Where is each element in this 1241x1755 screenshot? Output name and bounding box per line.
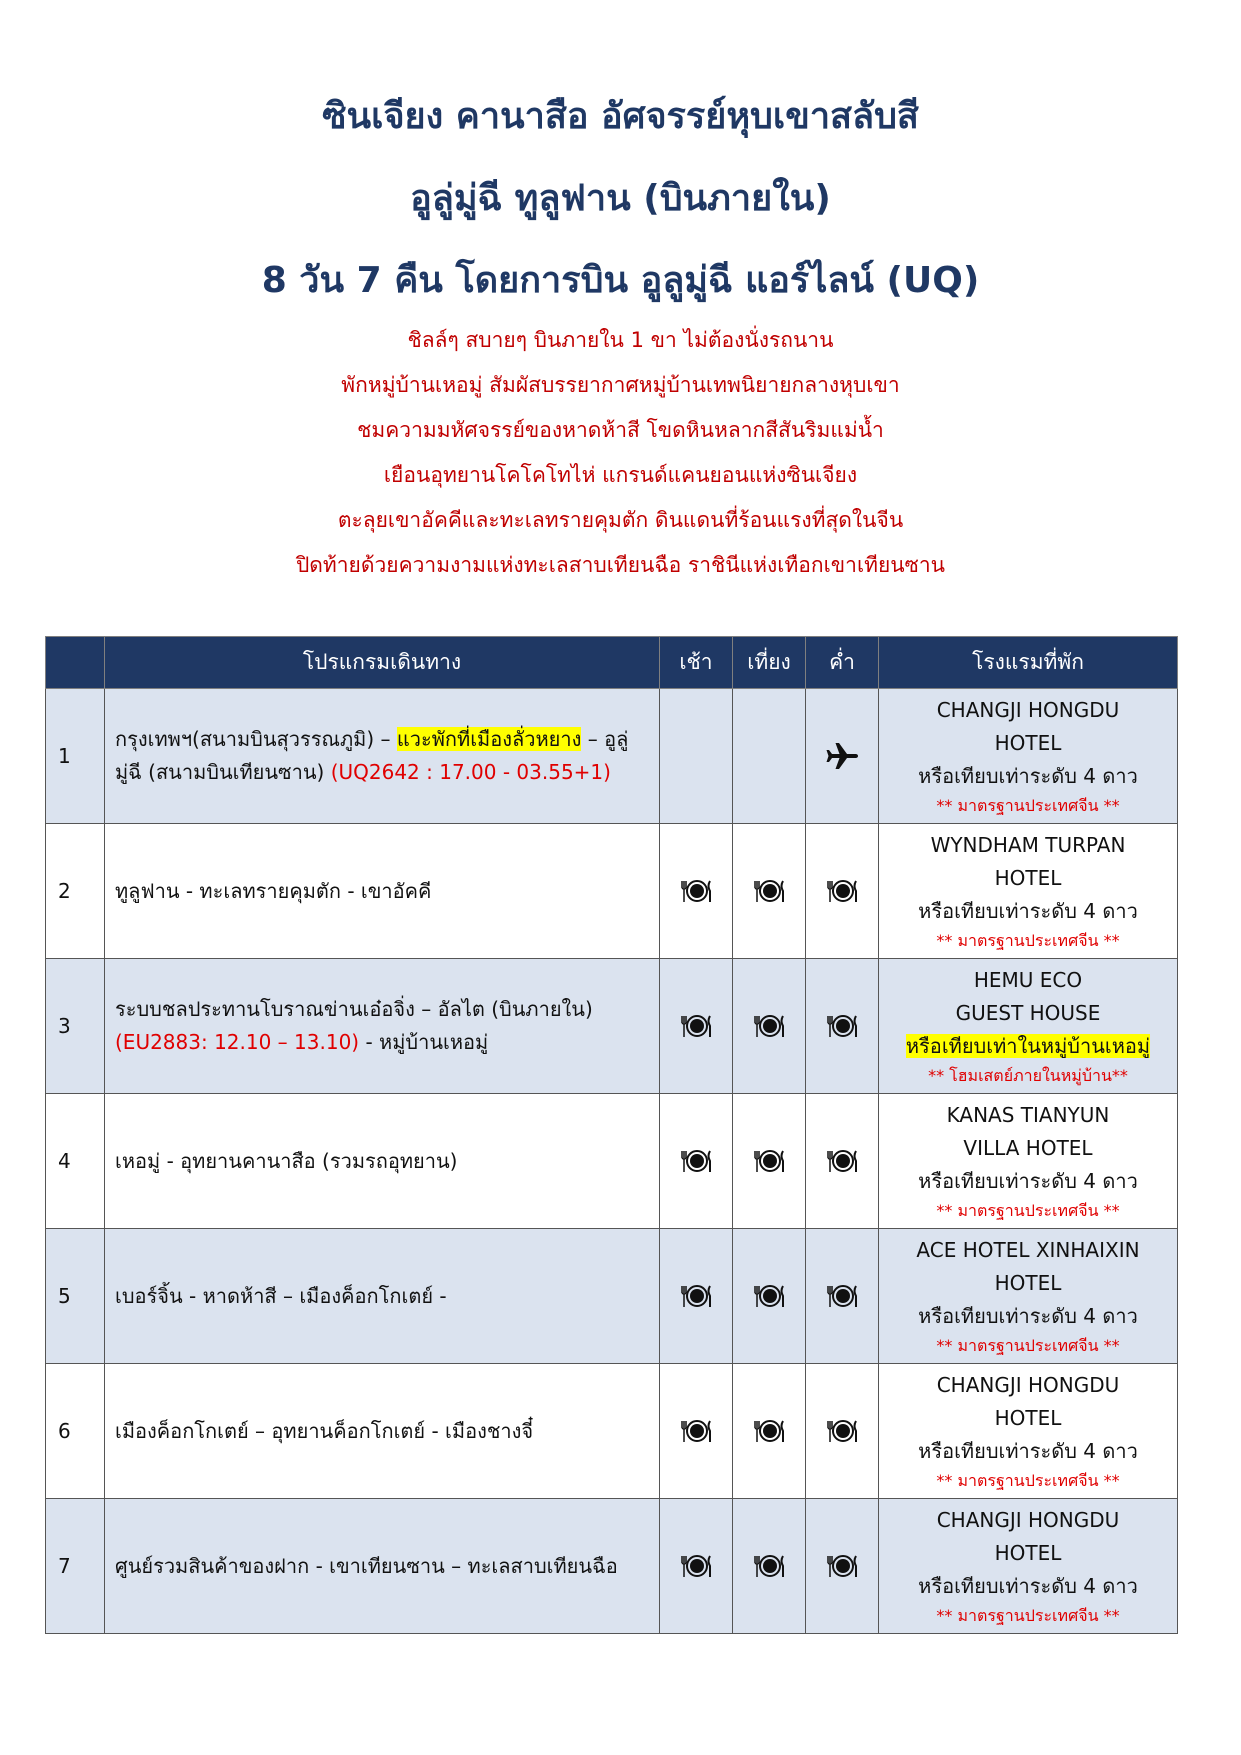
meal-icon [679,1551,713,1581]
meal-icon [679,1281,713,1311]
day-number: 5 [46,1229,105,1364]
meal-icon [752,1551,786,1581]
table-row [46,1094,1178,1229]
day-program: เมืองค็อกโกเตย์ – อุทยานค็อกโกเตย์ - เมืองชางจี๋ [105,1364,660,1499]
table-row [46,824,1178,959]
header-dinner: ค่ำ [806,637,879,689]
meal-icon [825,1146,859,1176]
meal-icon [752,1011,786,1041]
hotel-cell [879,1364,1178,1499]
plane-icon [824,740,860,772]
meal-icon [752,1146,786,1176]
lunch-cell [733,689,806,824]
dinner-cell [806,1094,879,1229]
hotel-name: ACE HOTEL XINHAIXIN [916,1237,1140,1262]
dinner-cell [806,959,879,1094]
highlight-line: เยือนอุทยานโคโคโทไห่ แกรนด์แคนยอนแห่งซินเจียง [383,463,858,487]
breakfast-cell [660,824,733,959]
meal-icon [752,876,786,906]
program-highlight: แวะพักที่เมืองลั่วหยาง [396,727,582,751]
hotel-name-2: VILLA HOTEL [963,1135,1093,1160]
hotel-cell [879,689,1178,824]
hotel-note: ** มาตรฐานประเทศจีน ** [936,795,1120,815]
meal-icon [825,1011,859,1041]
meal-icon [825,1416,859,1446]
meal-icon [679,1011,713,1041]
header-hotel: โรงแรมที่พัก [879,637,1178,689]
meal-icon [752,1416,786,1446]
hotel-note: ** มาตรฐานประเทศจีน ** [936,1200,1120,1220]
meal-icon [825,1281,859,1311]
hotel-name: KANAS TIANYUN [946,1102,1110,1127]
trip-duration-title: 8 วัน 7 คืน โดยการบิน อูลูมู่ฉี แอร์ไลน์ (UQ) [261,260,980,301]
hotel-name: CHANGJI HONGDU [936,1372,1120,1397]
lunch-cell [733,1229,806,1364]
table-header-row [46,637,1178,689]
dinner-cell [806,1364,879,1499]
highlight-line: ชมความมหัศจรรย์ของหาดห้าสี โขดหินหลากสีสันริมแม่น้ำ [357,418,884,442]
hotel-cell [879,1229,1178,1364]
day-program: ทูลูฟาน - ทะเลทรายคุมตัก - เขาอัคคี [105,824,660,959]
meal-icon [679,1146,713,1176]
dinner-cell [806,1229,879,1364]
day-program: เบอร์จิ้น - หาดห้าสี – เมืองค็อกโกเตย์ - [105,1229,660,1364]
meal-icon [679,1416,713,1446]
hotel-class: หรือเทียบเท่าระดับ 4 ดาว [918,898,1138,923]
breakfast-cell [660,1229,733,1364]
hotel-name-2: HOTEL [994,1405,1062,1430]
dinner-cell [806,824,879,959]
highlights-list [0,318,1241,588]
hotel-name-2: HOTEL [994,730,1062,755]
day-number: 7 [46,1499,105,1634]
lunch-cell [733,1094,806,1229]
day-program [105,959,660,1094]
hotel-name: HEMU ECO [973,967,1083,992]
hotel-name-2: HOTEL [994,1540,1062,1565]
hotel-name: WYNDHAM TURPAN [930,832,1126,857]
day-program: ศูนย์รวมสินค้าของฝาก - เขาเทียนซาน – ทะเลสาบเทียนฉือ [105,1499,660,1634]
program-text: - หมู่บ้านเหอมู่ [359,1030,489,1054]
lunch-cell [733,1364,806,1499]
lunch-cell [733,1499,806,1634]
breakfast-cell [660,1364,733,1499]
lunch-cell [733,824,806,959]
header-program: โปรแกรมเดินทาง [105,637,660,689]
hotel-cell [879,824,1178,959]
flight-info: (EU2883: 12.10 – 13.10) [115,1030,360,1054]
hotel-class: หรือเทียบเท่าระดับ 4 ดาว [918,763,1138,788]
header-day [46,637,105,689]
hotel-name-2: GUEST HOUSE [955,1000,1101,1025]
highlight-line: ปิดท้ายด้วยความงามแห่งทะเลสาบเทียนฉือ ราชินีแห่งเทือกเขาเทียนซาน [295,553,946,577]
meal-icon [752,1281,786,1311]
table-row [46,1229,1178,1364]
hotel-note: ** มาตรฐานประเทศจีน ** [936,1335,1120,1355]
page-subtitle: อูลู่มู่ฉี ทูลูฟาน (บินภายใน) [410,178,831,219]
hotel-class: หรือเทียบเท่าระดับ 4 ดาว [918,1303,1138,1328]
hotel-class-highlight: หรือเทียบเท่าในหมู่บ้านเหอมู่ [905,1033,1151,1058]
meal-icon [825,876,859,906]
highlight-line: พักหมู่บ้านเหอมู่ สัมผัสบรรยากาศหมู่บ้านเทพนิยายกลางหุบเขา [341,373,900,397]
hotel-cell [879,959,1178,1094]
hotel-name-2: HOTEL [994,1270,1062,1295]
page-title-block [0,76,1241,322]
hotel-cell [879,1094,1178,1229]
table-row [46,1499,1178,1634]
day-number: 6 [46,1364,105,1499]
header-breakfast: เช้า [660,637,733,689]
hotel-name: CHANGJI HONGDU [936,1507,1120,1532]
day-number: 2 [46,824,105,959]
lunch-cell [733,959,806,1094]
hotel-name: CHANGJI HONGDU [936,697,1120,722]
table-row [46,959,1178,1094]
hotel-note: ** มาตรฐานประเทศจีน ** [936,1605,1120,1625]
day-number: 3 [46,959,105,1094]
hotel-class [880,1030,1176,1063]
hotel-cell [879,1499,1178,1634]
hotel-class: หรือเทียบเท่าระดับ 4 ดาว [918,1168,1138,1193]
dinner-cell [806,689,879,824]
hotel-class: หรือเทียบเท่าระดับ 4 ดาว [918,1573,1138,1598]
hotel-name-2: HOTEL [994,865,1062,890]
highlight-line: ตะลุยเขาอัคคีและทะเลทรายคุมตัก ดินแดนที่ร้อนแรงที่สุดในจีน [337,508,904,532]
breakfast-cell [660,689,733,824]
day-program: เหอมู่ - อุทยานคานาสือ (รวมรถอุทยาน) [105,1094,660,1229]
hotel-note: ** โฮมเสตย์ภายในหมู่บ้าน** [928,1065,1128,1085]
breakfast-cell [660,1499,733,1634]
breakfast-cell [660,1094,733,1229]
day-program [105,689,660,824]
day-number: 1 [46,689,105,824]
itinerary-table [45,636,1178,1634]
breakfast-cell [660,959,733,1094]
hotel-class: หรือเทียบเท่าระดับ 4 ดาว [918,1438,1138,1463]
program-text: กรุงเทพฯ(สนามบินสุวรรณภูมิ) – [115,727,397,751]
program-text: – อูลู่มู่ฉี (สนามบินเทียนซาน) [115,727,629,784]
dinner-cell [806,1499,879,1634]
hotel-note: ** มาตรฐานประเทศจีน ** [936,930,1120,950]
table-row [46,689,1178,824]
page-title: ซินเจียง คานาสือ อัศจรรย์หุบเขาสลับสี [322,96,919,137]
flight-info: (UQ2642 : 17.00 - 03.55+1) [330,760,611,784]
highlight-line: ชิลล์ๆ สบายๆ บินภายใน 1 ขา ไม่ต้องนั่งรถนาน [407,328,834,352]
meal-icon [825,1551,859,1581]
header-lunch: เที่ยง [733,637,806,689]
day-number: 4 [46,1094,105,1229]
meal-icon [679,876,713,906]
hotel-note: ** มาตรฐานประเทศจีน ** [936,1470,1120,1490]
program-text: ระบบชลประทานโบราณข่านเอ๋อจิ่ง – อัลไต (บินภายใน) [115,997,593,1021]
table-row [46,1364,1178,1499]
